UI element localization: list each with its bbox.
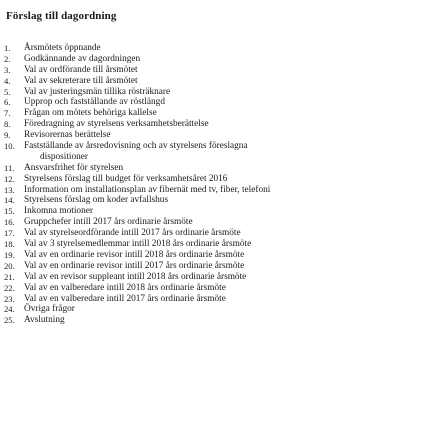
agenda-item-text-wrapper bbox=[24, 239, 434, 250]
agenda-item-number: 15. bbox=[4, 206, 15, 217]
agenda-item bbox=[4, 217, 434, 228]
agenda-item-text-wrapper bbox=[24, 54, 434, 65]
agenda-item-number: 22. bbox=[4, 282, 15, 293]
agenda-list bbox=[4, 43, 434, 326]
agenda-item-text: Val av sekreterare till årsmötet bbox=[24, 75, 138, 86]
agenda-item-text-wrapper bbox=[24, 97, 434, 108]
agenda-item-text: Val av ordförande till årsmötet bbox=[24, 64, 138, 75]
agenda-item-text: Ansvarsfrihet för styrelsen bbox=[24, 162, 124, 173]
agenda-item bbox=[4, 261, 434, 272]
agenda-item-text: Föredragning av styrelsens verksamhetsberättelse bbox=[24, 119, 209, 130]
agenda-item-text-wrapper bbox=[24, 174, 434, 185]
agenda-item-number: 24. bbox=[4, 304, 15, 315]
agenda-item bbox=[4, 163, 434, 174]
agenda-item bbox=[4, 43, 434, 54]
agenda-item bbox=[4, 228, 434, 239]
agenda-item-number: 9. bbox=[4, 130, 11, 141]
agenda-item-text-wrapper bbox=[24, 65, 434, 76]
agenda-item-text-wrapper bbox=[24, 195, 434, 206]
agenda-item bbox=[4, 65, 434, 76]
agenda-item-number: 3. bbox=[4, 64, 11, 75]
agenda-item bbox=[4, 54, 434, 65]
agenda-item-number: 14. bbox=[4, 195, 15, 206]
agenda-item bbox=[4, 87, 434, 98]
agenda-item-text: Val av styrelseordförande intill 2017 års ordinarie årsmöte bbox=[24, 228, 241, 239]
agenda-item-text: Revisorernas berättelse bbox=[24, 130, 111, 141]
agenda-item-number: 20. bbox=[4, 260, 15, 271]
agenda-item-text: Avslutning bbox=[24, 315, 65, 326]
agenda-item-text-wrapper bbox=[24, 315, 434, 326]
agenda-item-text-wrapper bbox=[24, 163, 434, 174]
agenda-item-text: Val av justeringsmän tillika rösträknare bbox=[24, 86, 171, 97]
agenda-item-text-wrapper bbox=[24, 294, 434, 305]
agenda-item-number: 8. bbox=[4, 119, 11, 130]
agenda-item bbox=[4, 97, 434, 108]
agenda-item bbox=[4, 206, 434, 217]
agenda-item bbox=[4, 283, 434, 294]
agenda-item-text-wrapper bbox=[24, 108, 434, 119]
agenda-item-text: Val av 3 styrelsemedlemmar intill 2018 års ordinarie årsmöte bbox=[24, 239, 252, 250]
agenda-item-number: 16. bbox=[4, 217, 15, 228]
agenda-item-text: Årsmötets öppnande bbox=[24, 43, 101, 53]
agenda-item bbox=[4, 76, 434, 87]
agenda-item-text: Godkännande av dagordningen bbox=[24, 53, 141, 64]
agenda-item-text-continuation: dispositioner bbox=[40, 151, 89, 162]
agenda-item-text-wrapper bbox=[24, 130, 434, 141]
agenda-item-text-wrapper bbox=[24, 206, 434, 217]
agenda-item-text-wrapper bbox=[24, 272, 434, 283]
agenda-item-number: 12. bbox=[4, 173, 15, 184]
agenda-item-text: Val av en valberedare intill 2017 års ordinarie årsmöte bbox=[24, 293, 226, 304]
agenda-item-number: 2. bbox=[4, 53, 11, 64]
agenda-item-text: Val av en valberedare intill 2018 års ordinarie årsmöte bbox=[24, 282, 226, 293]
agenda-item bbox=[4, 304, 434, 315]
agenda-item bbox=[4, 250, 434, 261]
agenda-item-number: 25. bbox=[4, 315, 15, 326]
agenda-item-text: Frågan om mötets behöriga kallelse bbox=[24, 108, 157, 119]
agenda-item-text-wrapper bbox=[24, 250, 434, 261]
agenda-item-text-wrapper bbox=[24, 76, 434, 87]
agenda-item bbox=[4, 272, 434, 283]
agenda-item bbox=[4, 239, 434, 250]
agenda-item-number: 21. bbox=[4, 271, 15, 282]
agenda-item-text-wrapper bbox=[24, 87, 434, 98]
agenda-item-text: Inkomna motioner bbox=[24, 206, 93, 217]
agenda-item-number: 1. bbox=[4, 43, 11, 53]
agenda-item-number: 7. bbox=[4, 108, 11, 119]
agenda-item-text-wrapper bbox=[24, 261, 434, 272]
page-title: Förslag till dagordning bbox=[6, 10, 117, 22]
agenda-item-text: Styrelsens förslag till budget för verksamhetsåret 2016 bbox=[24, 173, 228, 184]
agenda-item-number: 23. bbox=[4, 293, 15, 304]
agenda-item-text-wrapper bbox=[24, 283, 434, 294]
agenda-item-text: Val av en revisor suppleant intill 2018 års ordinarie årsmöte bbox=[24, 271, 247, 282]
agenda-item-text: Fastställande av årsredovisning och av styrelsens föreslagna bbox=[24, 141, 248, 152]
agenda-item-number: 18. bbox=[4, 239, 15, 250]
agenda-item-text: Val av en ordinarie revisor intill 2017 års ordinarie årsmöte bbox=[24, 260, 245, 271]
agenda-item bbox=[4, 174, 434, 185]
agenda-item-number: 17. bbox=[4, 228, 15, 239]
agenda-item-number: 13. bbox=[4, 184, 15, 195]
agenda-item bbox=[4, 185, 434, 196]
agenda-item bbox=[4, 130, 434, 141]
agenda-item-text-wrapper bbox=[24, 217, 434, 228]
agenda-item-number: 11. bbox=[4, 162, 15, 173]
agenda-item-text-wrapper bbox=[24, 43, 434, 54]
agenda-item-text-wrapper bbox=[24, 119, 434, 130]
agenda-item-number: 5. bbox=[4, 86, 11, 97]
agenda-item-text: Övriga frågor bbox=[24, 304, 75, 315]
agenda-item bbox=[4, 119, 434, 130]
agenda-item-text-wrapper bbox=[24, 185, 434, 196]
agenda-item-text-wrapper bbox=[24, 228, 434, 239]
agenda-item bbox=[4, 294, 434, 305]
agenda-item bbox=[4, 315, 434, 326]
agenda-item-text: Information om installationsplan av fibernät med tv, fiber, telefoni bbox=[24, 184, 271, 195]
agenda-item-text: Upprop och fastställande av röstlängd bbox=[24, 97, 165, 108]
agenda-item-number: 19. bbox=[4, 249, 15, 260]
agenda-item-text: Styrelsens förslag om koder avfallshus bbox=[24, 195, 169, 206]
agenda-item-text-wrapper bbox=[24, 304, 434, 315]
agenda-item-number: 4. bbox=[4, 75, 11, 86]
agenda-item-text: Val av en ordinarie revisor intill 2018 års ordinarie årsmöte bbox=[24, 249, 245, 260]
agenda-item-number: 6. bbox=[4, 97, 11, 108]
agenda-item-text-wrapper bbox=[24, 141, 434, 163]
agenda-item-number: 10. bbox=[4, 141, 15, 152]
agenda-item-text: Gruppchefer intill 2017 års ordinarie årsmöte bbox=[24, 217, 193, 228]
agenda-item bbox=[4, 195, 434, 206]
agenda-item bbox=[4, 141, 434, 163]
agenda-item bbox=[4, 108, 434, 119]
